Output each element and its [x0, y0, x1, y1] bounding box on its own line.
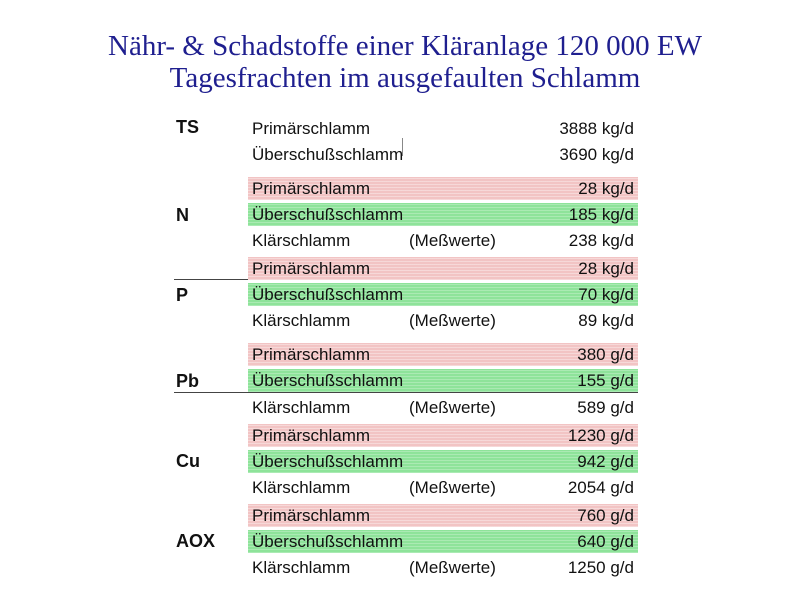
- table-row: [248, 530, 638, 553]
- row-value: 185 kg/d: [568, 205, 634, 224]
- group-divider: [174, 392, 638, 393]
- table-row: [248, 369, 638, 392]
- table-row: [248, 504, 638, 527]
- row-label: Überschußschlamm: [252, 285, 404, 304]
- row-label: Primärschlamm: [252, 506, 371, 525]
- row-value: 28 kg/d: [578, 259, 634, 278]
- table-row: [248, 283, 638, 306]
- row-label: Primärschlamm: [252, 119, 371, 138]
- table-row: [248, 309, 638, 332]
- row-value: 3888 kg/d: [559, 119, 634, 138]
- row-value: 70 kg/d: [578, 285, 634, 304]
- table-row: [248, 143, 638, 166]
- group-label-ts: TS: [176, 117, 200, 137]
- table-row: [248, 343, 638, 366]
- table-row: [248, 257, 638, 280]
- row-label: Primärschlamm: [252, 259, 371, 278]
- group-label-n: N: [176, 205, 189, 225]
- row-label: Klärschlamm: [252, 231, 351, 250]
- row-value: 238 kg/d: [568, 231, 634, 250]
- row-note: (Meßwerte): [409, 398, 496, 417]
- row-label: Klärschlamm: [252, 398, 351, 417]
- row-label: Klärschlamm: [252, 311, 351, 330]
- table-row: [248, 450, 638, 473]
- table-row: [248, 424, 638, 447]
- row-label: Überschußschlamm: [252, 371, 404, 390]
- table-row: [248, 177, 638, 200]
- row-value: 760 g/d: [577, 506, 634, 525]
- row-label: Primärschlamm: [252, 426, 371, 445]
- row-note: (Meßwerte): [409, 558, 496, 577]
- row-value: 155 g/d: [577, 371, 634, 390]
- row-value: 589 g/d: [577, 398, 634, 417]
- row-label: Überschußschlamm: [252, 452, 404, 471]
- row-value: 380 g/d: [577, 345, 634, 364]
- row-value: 1230 g/d: [567, 426, 634, 445]
- row-label: Primärschlamm: [252, 345, 371, 364]
- row-value: 640 g/d: [577, 532, 634, 551]
- row-note: (Meßwerte): [409, 311, 496, 330]
- table-row: [248, 396, 638, 419]
- row-label: Überschußschlamm: [252, 532, 404, 551]
- table-row: [248, 556, 638, 579]
- row-label: Überschußschlamm: [252, 145, 404, 164]
- table-row: [248, 229, 638, 252]
- table-row: [248, 117, 638, 140]
- slide-title: Nähr- & Schadstoffe einer Kläranlage 120 000 EW: [108, 30, 702, 62]
- table-row: [248, 203, 638, 226]
- row-label: Klärschlamm: [252, 478, 351, 497]
- row-value: 942 g/d: [577, 452, 634, 471]
- row-note: (Meßwerte): [409, 231, 496, 250]
- row-note: (Meßwerte): [409, 478, 496, 497]
- row-value: 89 kg/d: [578, 311, 634, 330]
- row-value: 3690 kg/d: [559, 145, 634, 164]
- table-row: [248, 476, 638, 499]
- row-value: 1250 g/d: [567, 558, 634, 577]
- group-label-p: P: [176, 285, 189, 305]
- group-label-aox: AOX: [176, 531, 216, 551]
- row-label: Klärschlamm: [252, 558, 351, 577]
- slide-subtitle: Tagesfrachten im ausgefaulten Schlamm: [169, 62, 641, 94]
- row-value: 28 kg/d: [578, 179, 634, 198]
- group-label-pb: Pb: [176, 371, 200, 391]
- row-label: Primärschlamm: [252, 179, 371, 198]
- row-value: 2054 g/d: [567, 478, 634, 497]
- group-label-cu: Cu: [176, 451, 200, 471]
- row-label: Überschußschlamm: [252, 205, 404, 224]
